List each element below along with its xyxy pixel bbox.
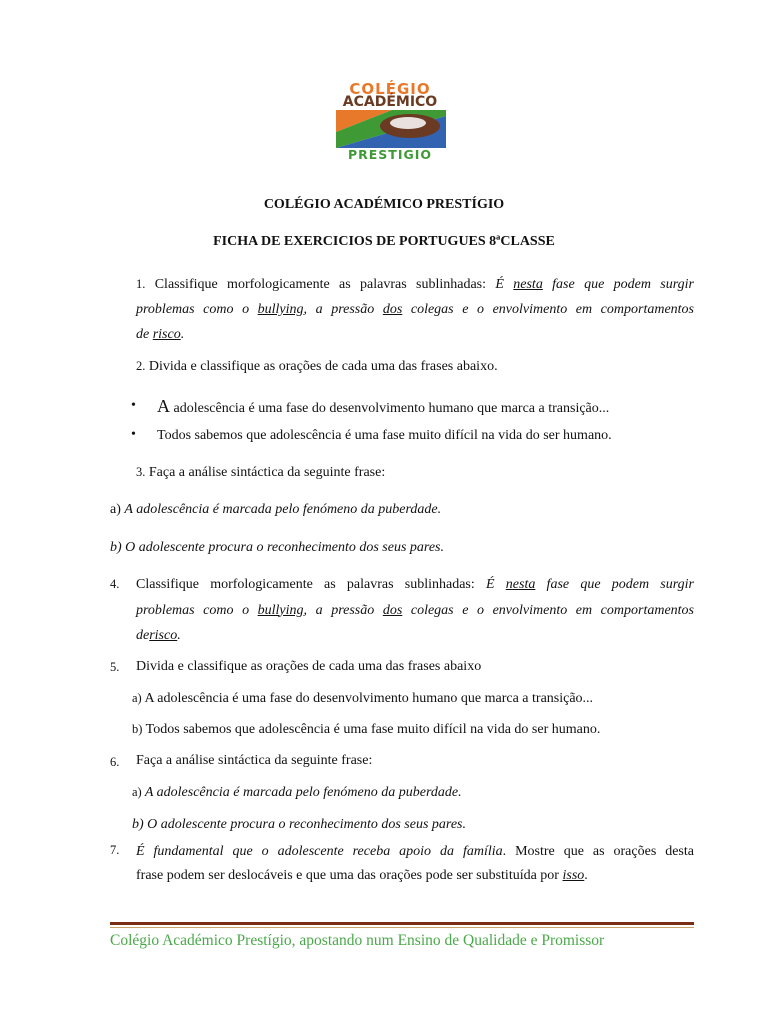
- question-number: 3.: [136, 465, 146, 479]
- logo-text-2: ACADÉMICO: [342, 94, 438, 110]
- logo-text-1: COLÉGIO: [349, 80, 431, 98]
- underlined-word: bullying: [257, 302, 304, 317]
- question-number: 6.: [110, 755, 120, 769]
- footer-divider: [110, 922, 694, 925]
- underlined-word: risco: [149, 628, 178, 643]
- question-text: Classifique morfologicamente as palavras sublinhadas:: [136, 577, 475, 592]
- school-logo: [330, 80, 450, 162]
- sentence-5a: a) A adolescência é uma fase do desenvolvimento humano que marca a transição...: [132, 691, 594, 706]
- sentence-6b: b) O adolescente procura o reconhecimento dos seus pares.: [132, 817, 466, 832]
- bullet-icon: •: [131, 427, 136, 442]
- bullet-item-2: Todos sabemos que adolescência é uma fase muito difícil na vida do ser humano.: [157, 428, 612, 443]
- bullet-item-1: A adolescência é uma fase do desenvolvimento humano que marca a transição...: [157, 396, 610, 416]
- footer-text: Colégio Académico Prestígio, apostando num Ensino de Qualidade e Promissor: [110, 932, 605, 949]
- question-text: Classifique morfologicamente as palavras sublinhadas:: [154, 277, 487, 292]
- sentence-6a: a) A adolescência é marcada pelo fenómeno da puberdade.: [132, 785, 462, 800]
- underlined-word: nesta: [513, 277, 543, 292]
- underlined-word: bullying: [257, 602, 304, 618]
- question-7: É fundamental que o adolescente receba apoio da família. Mostre que as orações desta frase podem ser deslocáveis e que uma das orações pode ser substituída por isso.: [136, 844, 694, 883]
- bullet-icon: •: [131, 398, 136, 413]
- question-4: Classifique morfologicamente as palavras sublinhadas: É nesta fase que podem surgir problemas como o bullying, a pressão dos colegas e o envolvimento em comportamentos derisco.: [136, 577, 695, 643]
- underlined-word: dos: [382, 302, 403, 317]
- sentence-a: a) A adolescência é marcada pelo fenómeno da puberdade.: [110, 502, 442, 517]
- underlined-word: nesta: [505, 577, 536, 592]
- sheet-title: FICHA DE EXERCICIOS DE PORTUGUES 8ªCLASSE: [213, 234, 555, 249]
- question-3: [136, 465, 696, 481]
- question-number: 7.: [110, 843, 120, 857]
- footer-divider-thin: [110, 927, 694, 928]
- question-text: Faça a análise sintáctica da seguinte frase:: [148, 465, 386, 480]
- underlined-word: isso: [562, 868, 585, 883]
- question-number: 5.: [110, 660, 120, 674]
- sentence-5b: b) Todos sabemos que adolescência é uma fase muito difícil na vida do ser humano.: [132, 722, 601, 737]
- question-2: [136, 359, 696, 375]
- underlined-word: risco: [152, 327, 181, 342]
- question-1: 1. Classifique morfologicamente as palavras sublinhadas: É nesta fase que podem surgir problemas como o bullying, a pressão dos colegas e o envolvimento em comportamentos de risco.: [136, 272, 694, 347]
- question-number: 4.: [110, 577, 120, 591]
- school-name: COLÉGIO ACADÉMICO PRESTÍGIO: [263, 197, 505, 212]
- question-text: Divida e classifique as orações de cada uma das frases abaixo.: [148, 359, 498, 374]
- question-6: Faça a análise sintáctica da seguinte frase:: [136, 753, 373, 768]
- question-number: 1.: [136, 277, 146, 291]
- underlined-word: dos: [382, 602, 403, 618]
- logo-text-3: PRESTIGIO: [347, 147, 433, 162]
- question-5: Divida e classifique as orações de cada uma das frases abaixo: [136, 659, 482, 674]
- sentence-b: b) O adolescente procura o reconhecimento dos seus pares.: [110, 540, 444, 555]
- question-number: 2.: [136, 359, 146, 373]
